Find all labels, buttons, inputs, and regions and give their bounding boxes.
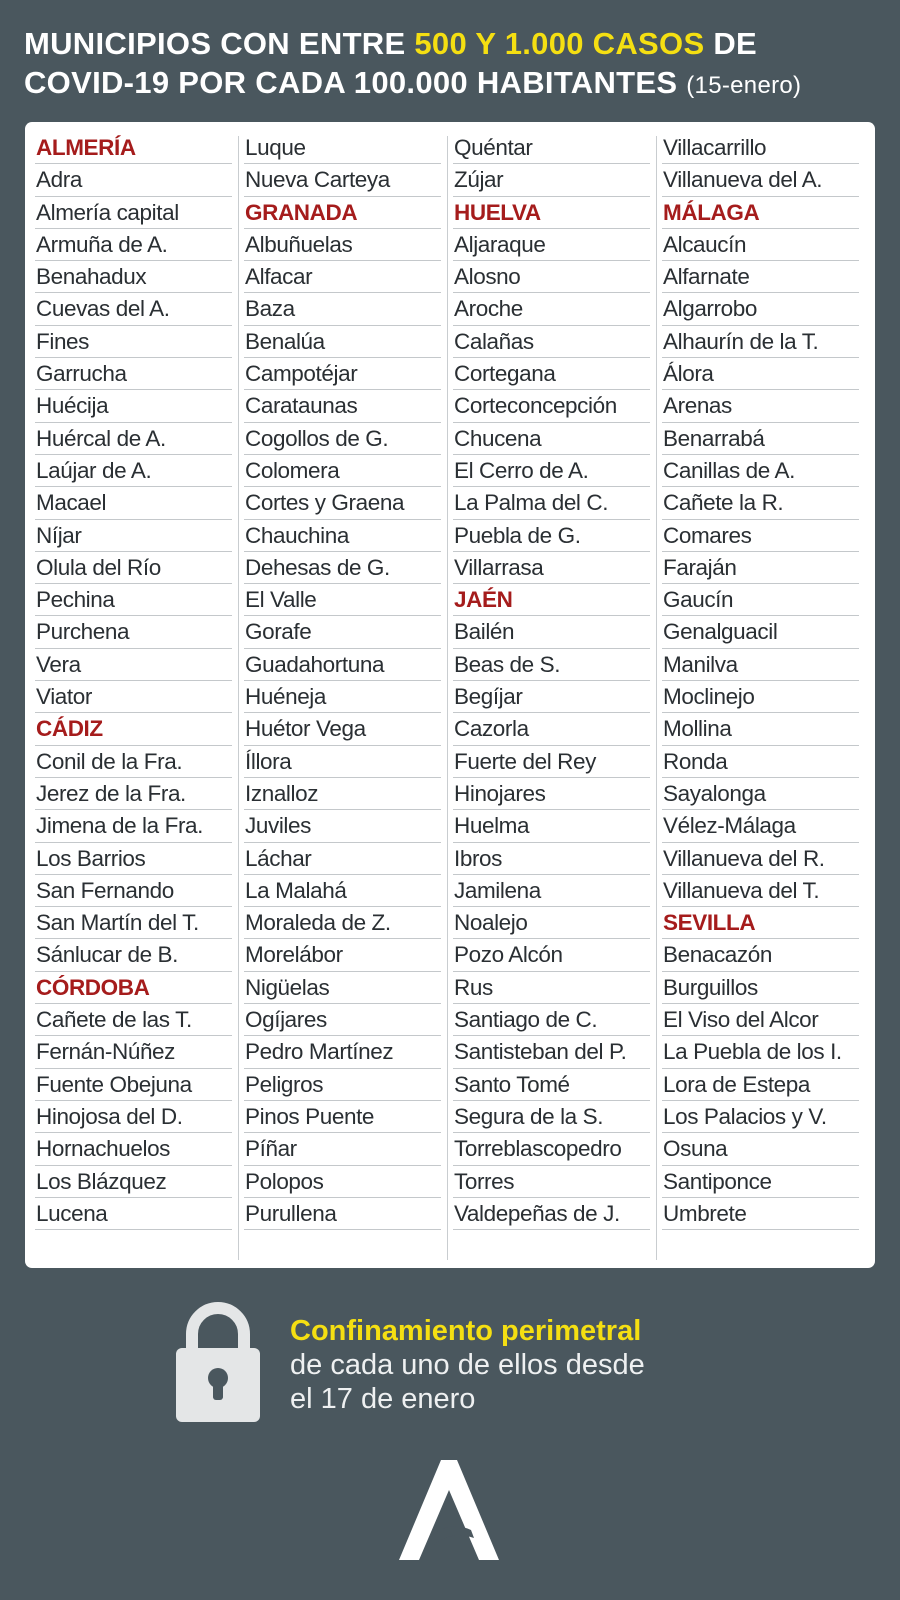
- municipality-item: Ibros: [453, 843, 650, 875]
- municipality-item: Polopos: [244, 1166, 441, 1198]
- municipality-item: Quéntar: [453, 132, 650, 164]
- municipality-item: Garrucha: [35, 358, 232, 390]
- municipality-item: Benacazón: [662, 939, 859, 971]
- municipality-item: San Fernando: [35, 875, 232, 907]
- municipality-item: Cortes y Graena: [244, 487, 441, 519]
- municipality-item: Gaucín: [662, 584, 859, 616]
- lock-icon: [176, 1300, 260, 1422]
- municipality-item: Alcaucín: [662, 229, 859, 261]
- municipality-item: Fuente Obejuna: [35, 1069, 232, 1101]
- municipality-item: Huéneja: [244, 681, 441, 713]
- municipality-item: Chucena: [453, 423, 650, 455]
- municipality-item: Moclinejo: [662, 681, 859, 713]
- municipality-item: Cortegana: [453, 358, 650, 390]
- municipality-item: Lucena: [35, 1198, 232, 1230]
- message-line-2: el 17 de enero: [290, 1383, 476, 1415]
- municipality-item: Pinos Puente: [244, 1101, 441, 1133]
- municipality-item: Villanueva del A.: [662, 164, 859, 196]
- page-title: [24, 24, 884, 105]
- municipality-item: Segura de la S.: [453, 1101, 650, 1133]
- date-label: (15-enero): [686, 72, 802, 99]
- municipality-item: Dehesas de G.: [244, 552, 441, 584]
- municipality-item: Manilva: [662, 649, 859, 681]
- municipality-item: Hinojosa del D.: [35, 1101, 232, 1133]
- municipality-item: Níjar: [35, 520, 232, 552]
- municipality-item: Albuñuelas: [244, 229, 441, 261]
- municipality-item: El Valle: [244, 584, 441, 616]
- province-header: HUELVA: [453, 197, 650, 229]
- municipality-item: Gorafe: [244, 616, 441, 648]
- title-line-1: [24, 24, 884, 63]
- province-header: CÁDIZ: [35, 713, 232, 745]
- municipality-item: Sánlucar de B.: [35, 939, 232, 971]
- municipality-item: Villarrasa: [453, 552, 650, 584]
- municipality-item: Sayalonga: [662, 778, 859, 810]
- municipality-item: Iznalloz: [244, 778, 441, 810]
- municipality-item: Ronda: [662, 746, 859, 778]
- municipality-item: Los Blázquez: [35, 1166, 232, 1198]
- municipality-item: Valdepeñas de J.: [453, 1198, 650, 1230]
- municipality-item: Ogíjares: [244, 1004, 441, 1036]
- province-header: CÓRDOBA: [35, 972, 232, 1004]
- message-line-1: de cada uno de ellos desde: [290, 1349, 645, 1381]
- confinement-message: [290, 1314, 810, 1416]
- municipality-item: Armuña de A.: [35, 229, 232, 261]
- province-header: GRANADA: [244, 197, 441, 229]
- municipality-item: Carataunas: [244, 390, 441, 422]
- municipality-item: La Palma del C.: [453, 487, 650, 519]
- municipality-item: Purullena: [244, 1198, 441, 1230]
- municipalities-table: [25, 122, 875, 1268]
- column-divider: [656, 136, 657, 1260]
- title-highlight: 500 Y 1.000 CASOS: [414, 26, 705, 61]
- title-text: MUNICIPIOS CON ENTRE: [24, 26, 415, 61]
- municipality-item: Viator: [35, 681, 232, 713]
- municipality-item: Alosno: [453, 261, 650, 293]
- municipality-item: Píñar: [244, 1133, 441, 1165]
- municipality-item: Huelma: [453, 810, 650, 842]
- municipality-item: La Puebla de los I.: [662, 1036, 859, 1068]
- column-4: [662, 132, 859, 1230]
- municipality-item: Baza: [244, 293, 441, 325]
- municipality-item: Olula del Río: [35, 552, 232, 584]
- municipality-item: Beas de S.: [453, 649, 650, 681]
- municipality-item: Jamilena: [453, 875, 650, 907]
- municipality-item: Hinojares: [453, 778, 650, 810]
- municipality-item: Villanueva del T.: [662, 875, 859, 907]
- municipality-item: Huércal de A.: [35, 423, 232, 455]
- municipality-item: Calañas: [453, 326, 650, 358]
- municipality-item: Villanueva del R.: [662, 843, 859, 875]
- municipality-item: Los Palacios y V.: [662, 1101, 859, 1133]
- municipality-item: San Martín del T.: [35, 907, 232, 939]
- municipality-item: Guadahortuna: [244, 649, 441, 681]
- municipality-item: Comares: [662, 520, 859, 552]
- municipality-item: Faraján: [662, 552, 859, 584]
- title-line-2: [24, 63, 884, 105]
- municipality-item: Colomera: [244, 455, 441, 487]
- municipality-item: Rus: [453, 972, 650, 1004]
- province-header: JAÉN: [453, 584, 650, 616]
- municipality-item: Alhaurín de la T.: [662, 326, 859, 358]
- municipality-item: El Cerro de A.: [453, 455, 650, 487]
- municipality-item: Arenas: [662, 390, 859, 422]
- junta-andalucia-logo: [399, 1460, 499, 1560]
- municipality-item: Purchena: [35, 616, 232, 648]
- municipality-item: Chauchina: [244, 520, 441, 552]
- municipality-item: Conil de la Fra.: [35, 746, 232, 778]
- municipality-item: Jimena de la Fra.: [35, 810, 232, 842]
- municipality-item: Santiago de C.: [453, 1004, 650, 1036]
- municipality-item: Algarrobo: [662, 293, 859, 325]
- municipality-item: Torres: [453, 1166, 650, 1198]
- province-header: SEVILLA: [662, 907, 859, 939]
- municipality-item: Luque: [244, 132, 441, 164]
- municipality-item: Laújar de A.: [35, 455, 232, 487]
- municipality-item: Juviles: [244, 810, 441, 842]
- municipality-item: Benarrabá: [662, 423, 859, 455]
- municipality-item: Cazorla: [453, 713, 650, 745]
- municipality-item: Noalejo: [453, 907, 650, 939]
- municipality-item: Osuna: [662, 1133, 859, 1165]
- message-headline: Confinamiento perimetral: [290, 1315, 642, 1347]
- municipality-item: Almería capital: [35, 197, 232, 229]
- municipality-item: Corteconcepción: [453, 390, 650, 422]
- municipality-item: Macael: [35, 487, 232, 519]
- municipality-item: Peligros: [244, 1069, 441, 1101]
- municipality-item: Huétor Vega: [244, 713, 441, 745]
- province-header: MÁLAGA: [662, 197, 859, 229]
- municipality-item: Alfacar: [244, 261, 441, 293]
- municipality-item: Morelábor: [244, 939, 441, 971]
- municipality-item: Adra: [35, 164, 232, 196]
- municipality-item: Santiponce: [662, 1166, 859, 1198]
- municipality-item: Campotéjar: [244, 358, 441, 390]
- municipality-item: Cañete de las T.: [35, 1004, 232, 1036]
- municipality-item: Aroche: [453, 293, 650, 325]
- municipality-item: Álora: [662, 358, 859, 390]
- municipality-item: Fuerte del Rey: [453, 746, 650, 778]
- column-3: [453, 132, 650, 1230]
- municipality-item: Burguillos: [662, 972, 859, 1004]
- municipality-item: Santo Tomé: [453, 1069, 650, 1101]
- municipality-item: Pozo Alcón: [453, 939, 650, 971]
- municipality-item: Pedro Martínez: [244, 1036, 441, 1068]
- municipality-item: Fines: [35, 326, 232, 358]
- municipality-item: Alfarnate: [662, 261, 859, 293]
- municipality-item: Santisteban del P.: [453, 1036, 650, 1068]
- municipality-item: Torreblascopedro: [453, 1133, 650, 1165]
- column-divider: [447, 136, 448, 1260]
- municipality-item: Bailén: [453, 616, 650, 648]
- municipality-item: Jerez de la Fra.: [35, 778, 232, 810]
- municipality-item: Canillas de A.: [662, 455, 859, 487]
- municipality-item: Mollina: [662, 713, 859, 745]
- municipality-item: Nueva Carteya: [244, 164, 441, 196]
- municipality-item: Pechina: [35, 584, 232, 616]
- municipality-item: Íllora: [244, 746, 441, 778]
- municipality-item: Begíjar: [453, 681, 650, 713]
- municipality-item: Láchar: [244, 843, 441, 875]
- municipality-item: Puebla de G.: [453, 520, 650, 552]
- municipality-item: Cañete la R.: [662, 487, 859, 519]
- municipality-item: Benalúa: [244, 326, 441, 358]
- municipality-item: Moraleda de Z.: [244, 907, 441, 939]
- title-text-2: COVID-19 POR CADA 100.000 HABITANTES: [24, 65, 687, 100]
- province-header: ALMERÍA: [35, 132, 232, 164]
- municipality-item: Genalguacil: [662, 616, 859, 648]
- column-2: [244, 132, 441, 1230]
- municipality-item: Cogollos de G.: [244, 423, 441, 455]
- municipality-item: Vera: [35, 649, 232, 681]
- column-divider: [238, 136, 239, 1260]
- column-1: [35, 132, 232, 1230]
- municipality-item: Nigüelas: [244, 972, 441, 1004]
- municipality-item: Huécija: [35, 390, 232, 422]
- municipality-item: Umbrete: [662, 1198, 859, 1230]
- municipality-item: Hornachuelos: [35, 1133, 232, 1165]
- municipality-item: Lora de Estepa: [662, 1069, 859, 1101]
- municipality-item: Benahadux: [35, 261, 232, 293]
- municipality-item: Los Barrios: [35, 843, 232, 875]
- municipality-item: Villacarrillo: [662, 132, 859, 164]
- title-text-end: DE: [704, 26, 758, 61]
- municipality-item: Zújar: [453, 164, 650, 196]
- municipality-item: Vélez-Málaga: [662, 810, 859, 842]
- municipality-item: El Viso del Alcor: [662, 1004, 859, 1036]
- municipality-item: Fernán-Núñez: [35, 1036, 232, 1068]
- municipality-item: La Malahá: [244, 875, 441, 907]
- municipality-item: Aljaraque: [453, 229, 650, 261]
- municipality-item: Cuevas del A.: [35, 293, 232, 325]
